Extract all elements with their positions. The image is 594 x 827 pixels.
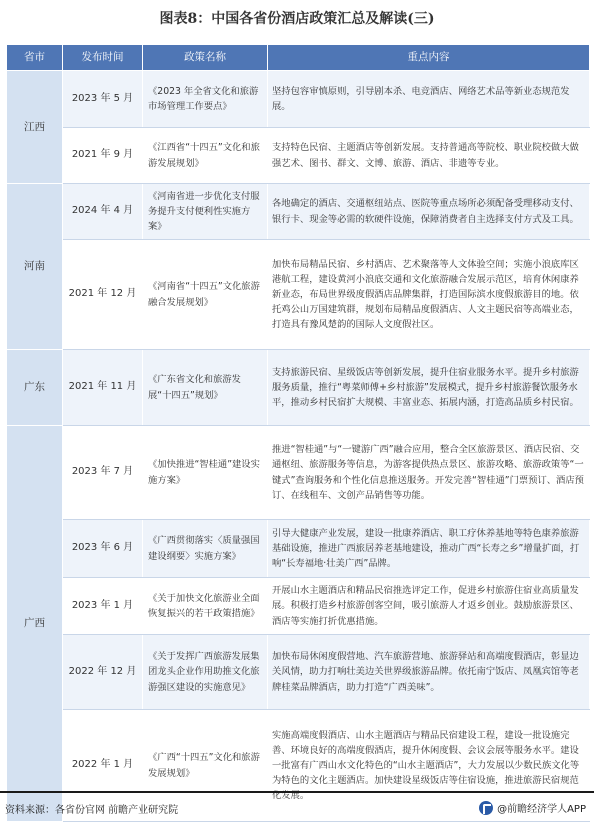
date-cell: 2023 年 6 月 [63, 520, 143, 578]
source-note: 资料来源：各省份官网 前瞻产业研究院 [5, 805, 179, 816]
policy-name-cell: 《江西省“十四五”文化和旅游发展规划》 [143, 128, 268, 184]
province-cell: 广西 [7, 426, 63, 822]
policy-name-cell: 《加快推进“智桂通”建设实施方案》 [143, 426, 268, 520]
content-cell: 开展山水主题酒店和精品民宿推选评定工作，促进乡村旅游住宿业高质量发展。积极打造乡村旅游创客空间，吸引旅游人才返乡创业。鼓励旅游景区、酒店等实施打折优惠措施。 [268, 578, 590, 635]
table-row [7, 578, 590, 635]
province-cell: 广东 [7, 350, 63, 426]
chart-title: 图表8：中国各省份酒店政策汇总及解读(三) [159, 11, 435, 27]
table-row [7, 184, 590, 240]
date-cell: 2021 年 12 月 [63, 240, 143, 350]
content-cell: 支持特色民宿、主题酒店等创新发展。支持普通高等院校、职业院校做大做强艺术、图书、群文、文博、旅游、酒店、非遗等专业。 [268, 128, 590, 184]
content-cell: 推进“智桂通”与“一键游广西”融合应用，整合全区旅游景区、酒店民宿、交通枢纽、旅游服务等信息，为游客提供热点景区、旅游攻略、旅游政策等“一键式”查询服务和个性化信息推送服务。开发完善“智桂通”门票预订、酒店预订、在线租车、文创产品销售等功能。 [268, 426, 590, 520]
table-row [7, 520, 590, 578]
table-viewport [0, 44, 594, 802]
header-policy-name: 政策名称 [143, 45, 268, 71]
province-cell: 河南 [7, 184, 63, 350]
table-row [7, 635, 590, 710]
table-header-row [7, 45, 590, 71]
policy-name-cell: 《2023 年全省文化和旅游市场管理工作要点》 [143, 71, 268, 128]
content-cell: 加快布局精品民宿、乡村酒店、艺术聚落等人文体验空间；实施小浪底库区港航工程，建设黄河小浪底交通和文化旅游融合发展示范区，培育休闲康养新业态，布局世界级度假酒店品牌集群，打造国际滨水度假旅游目的地。依托鸡公山万国建筑群，规划布局精品度假酒店、人文主题民宿等高端业态，打造具有豫风楚韵的国际人文度假社区。 [268, 240, 590, 350]
header-date: 发布时间 [63, 45, 143, 71]
header-province: 省市 [7, 45, 63, 71]
table-row [7, 350, 590, 426]
table-row [7, 128, 590, 184]
table-row [7, 240, 590, 350]
date-cell: 2023 年 1 月 [63, 578, 143, 635]
content-cell: 实施高端度假酒店、山水主题酒店与精品民宿建设工程，建设一批设施完善、环境良好的高端度假酒店，提升休闲度假、会议会展等服务水平。建设一批富有广西山水文化特色的“山水主题酒店”，大力发展以少数民族文化等为特色的文化主题酒店。加快建设星级饭店等住宿设施，推进旅游民宿规范化发展。 [268, 710, 590, 822]
policy-name-cell: 《河南省“十四五”文化旅游融合发展规划》 [143, 240, 268, 350]
brand-logo-icon [479, 801, 493, 815]
header-key-content: 重点内容 [268, 45, 590, 71]
footer [0, 791, 594, 827]
policy-name-cell: 《广东省文化和旅游发展“十四五”规划》 [143, 350, 268, 426]
content-cell: 加快布局休闲度假营地、汽车旅游营地、旅游驿站和高端度假酒店，彰显边关风情，助力打响壮美边关世界级旅游品牌。依托南宁饭店、凤凰宾馆等老牌桂菜品牌酒店，助力打造“广西美味”。 [268, 635, 590, 710]
date-cell: 2023 年 5 月 [63, 71, 143, 128]
policy-name-cell: 《广西贯彻落实〈质量强国建设纲要〉实施方案》 [143, 520, 268, 578]
content-cell: 引导大健康产业发展，建设一批康养酒店、职工疗休养基地等特色康养旅游基础设施，推进广西旅居养老基地建设，推动广西“长寿之乡”增量扩面，打响“长寿福地·壮美广西”品牌。 [268, 520, 590, 578]
date-cell: 2021 年 11 月 [63, 350, 143, 426]
policy-name-cell: 《关于加快文化旅游业全面恢复振兴的若干政策措施》 [143, 578, 268, 635]
date-cell: 2021 年 9 月 [63, 128, 143, 184]
content-cell: 支持旅游民宿、星级饭店等创新发展，提升住宿业服务水平。提升乡村旅游服务质量，推行“粤菜师傅+乡村旅游”发展模式，提升乡村旅游餐饮服务水平，推动乡村民宿扩大规模、丰富业态、拓展内涵，打造高品质乡村民宿。 [268, 350, 590, 426]
date-cell: 2023 年 7 月 [63, 426, 143, 520]
policy-name-cell: 《关于发挥广西旅游发展集团龙头企业作用助推文化旅游强区建设的实施意见》 [143, 635, 268, 710]
date-cell: 2022 年 12 月 [63, 635, 143, 710]
policy-name-cell: 《河南省进一步优化支付服务提升支付便利性实施方案》 [143, 184, 268, 240]
content-cell: 各地确定的酒店、交通枢纽站点、医院等重点场所必须配备受理移动支付、银行卡、现金等必需的软硬件设施，保障消费者自主选择支付方式及工具。 [268, 184, 590, 240]
policy-table [6, 44, 590, 822]
brand-text: @前瞻经济学人APP [497, 804, 586, 815]
policy-name-cell: 《广西“十四五”文化和旅游发展规划》 [143, 710, 268, 822]
province-cell: 江西 [7, 71, 63, 184]
content-cell: 坚持包容审慎原则，引导剧本杀、电竞酒店、网络艺术品等新业态规范发展。 [268, 71, 590, 128]
date-cell: 2024 年 4 月 [63, 184, 143, 240]
table-row [7, 71, 590, 128]
date-cell: 2022 年 1 月 [63, 710, 143, 822]
table-row [7, 426, 590, 520]
brand-credit [479, 800, 586, 815]
